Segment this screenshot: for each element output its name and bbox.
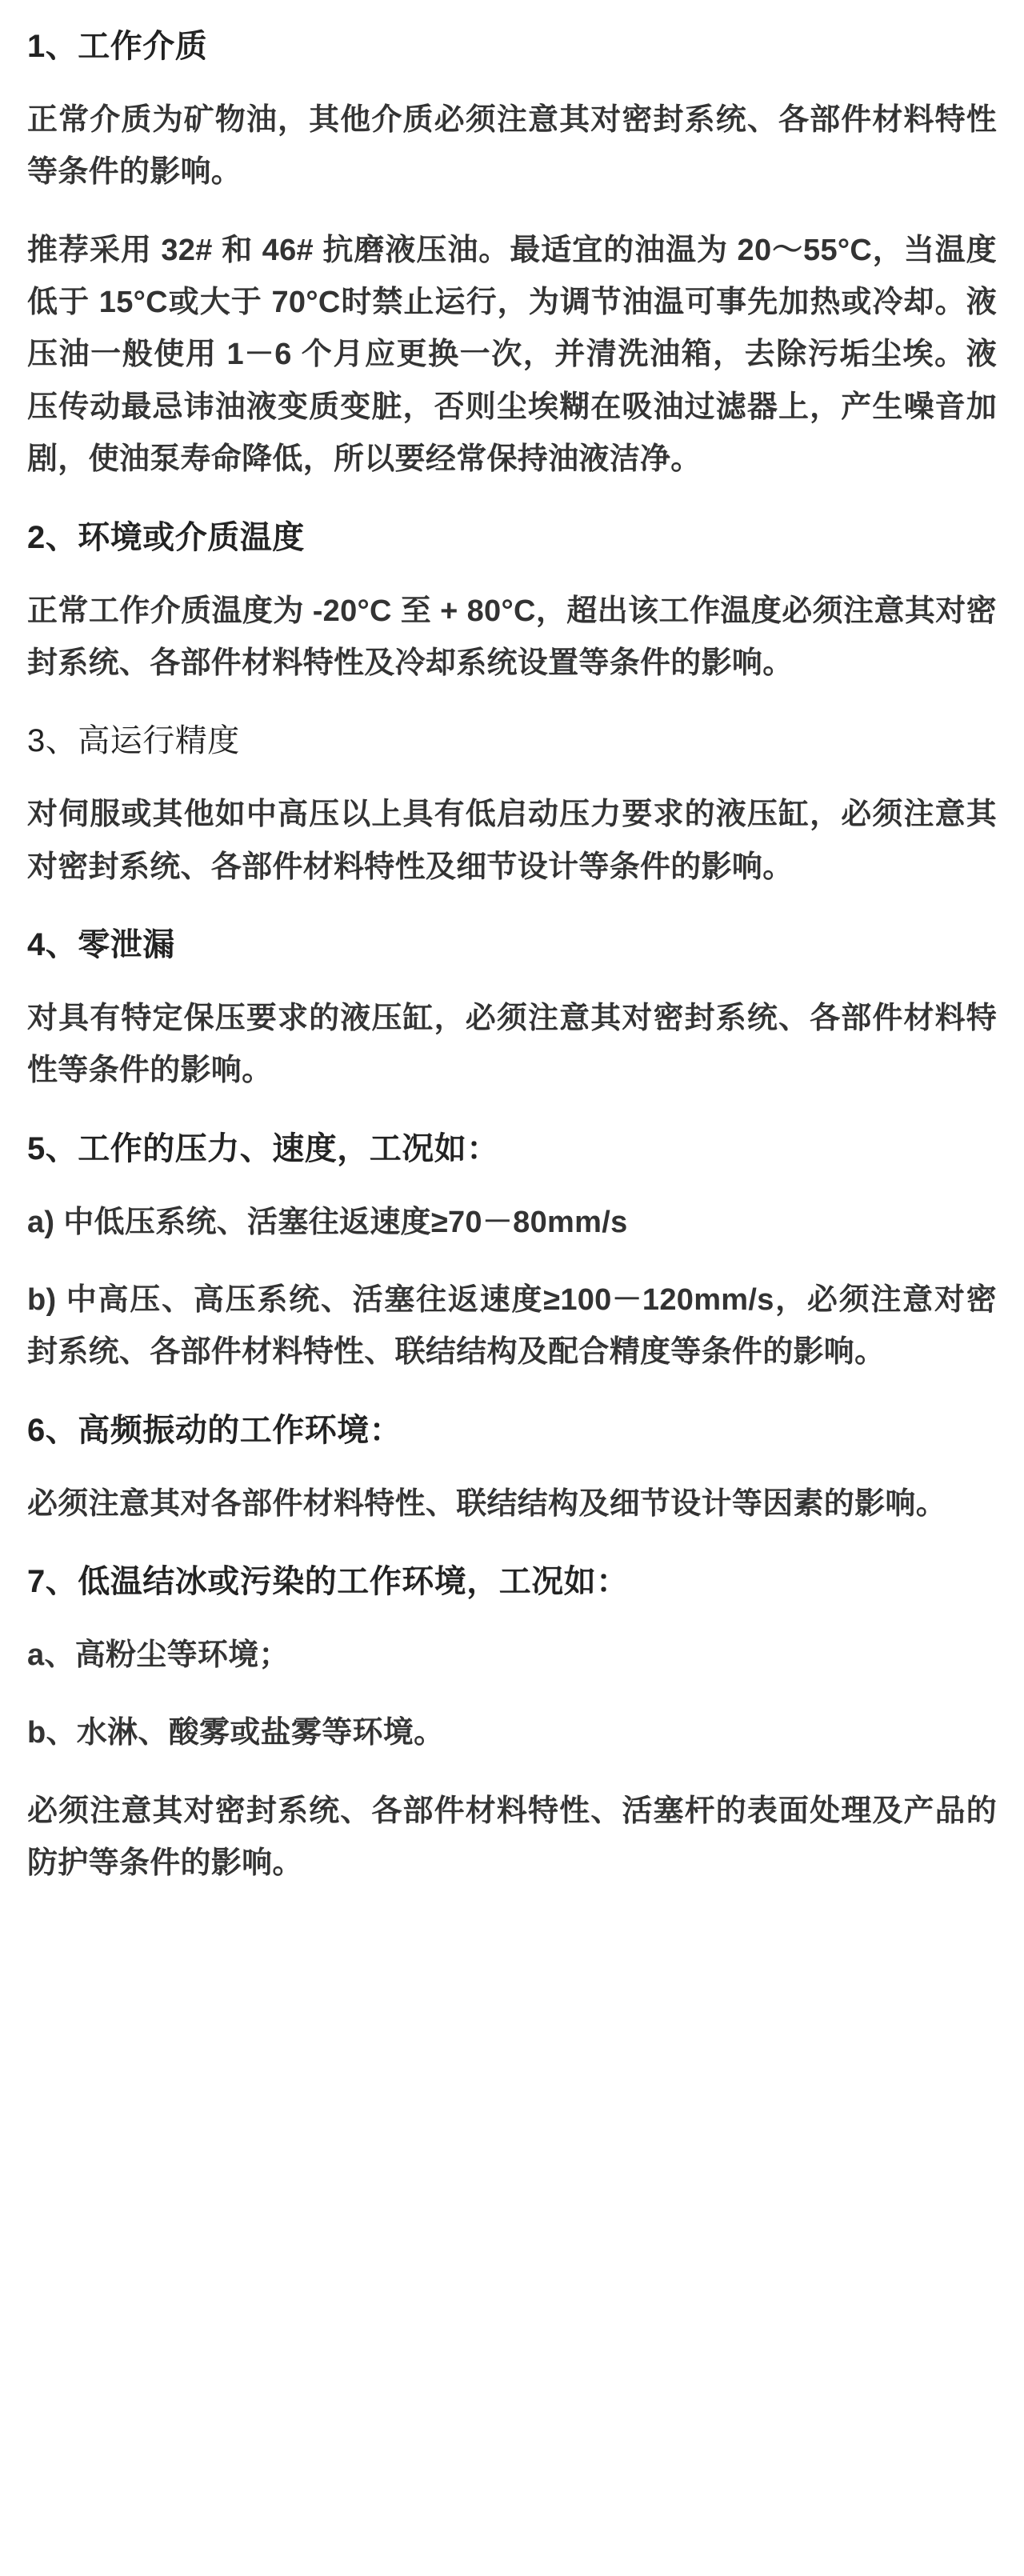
section-high-frequency-vibration	[27, 1406, 997, 1530]
section-heading: 2、环境或介质温度	[27, 519, 305, 555]
section-paragraph: 对具有特定保压要求的液压缸，必须注意其对密封系统、各部件材料特性等条件的影响。	[27, 1001, 997, 1088]
section-ambient-temperature	[27, 514, 997, 690]
section-heading: 3、高运行精度	[27, 723, 240, 759]
section-paragraph: 推荐采用 32# 和 46# 抗磨液压油。最适宜的油温为 20～55°C，当温度低于 15°C或大于 70°C时禁止运行，为调节油温可事先加热或冷却。液压油一般使用 1－6 个月应更换一次，并清洗油箱，去除污垢尘埃。液压传动最忌讳油液变质变脏，否则尘埃糊在吸油过滤器上，产生噪音加剧，使油泵寿命降低，所以要经常保持油液洁净。	[27, 233, 997, 477]
section-pressure-speed	[27, 1125, 997, 1379]
section-paragraph: 必须注意其对密封系统、各部件材料特性、活塞杆的表面处理及产品的防护等条件的影响。	[27, 1794, 997, 1881]
section-paragraph: 正常工作介质温度为 -20°C 至 + 80°C，超出该工作温度必须注意其对密封系统、各部件材料特性及冷却系统设置等条件的影响。	[27, 594, 997, 680]
section-paragraph: a) 中低压系统、活塞往返速度≥70－80mm/s	[27, 1205, 628, 1239]
section-paragraph: a、高粉尘等环境；	[27, 1638, 290, 1673]
section-heading: 5、工作的压力、速度，工况如：	[27, 1130, 499, 1166]
section-paragraph: b、水淋、酸雾或盐雾等环境。	[27, 1716, 445, 1750]
section-heading: 4、零泄漏	[27, 926, 175, 962]
section-heading: 7、低温结冰或污染的工作环境，工况如：	[27, 1564, 629, 1600]
section-paragraph: b) 中高压、高压系统、活塞往返速度≥100－120mm/s，必须注意对密封系统、各部件材料特性、联结结构及配合精度等条件的影响。	[27, 1283, 997, 1370]
section-high-precision	[27, 717, 997, 894]
section-heading: 1、工作介质	[27, 29, 208, 64]
section-paragraph: 必须注意其对各部件材料特性、联结结构及细节设计等因素的影响。	[27, 1486, 947, 1521]
section-heading: 6、高频振动的工作环境：	[27, 1412, 402, 1448]
section-work-medium	[27, 22, 997, 486]
section-zero-leakage	[27, 921, 997, 1098]
section-paragraph: 正常介质为矿物油，其他介质必须注意其对密封系统、各部件材料特性等条件的影响。	[27, 103, 997, 190]
section-paragraph: 对伺服或其他如中高压以上具有低启动压力要求的液压缸，必须注意其对密封系统、各部件材料特性及细节设计等条件的影响。	[27, 798, 997, 884]
section-low-temp-contamination	[27, 1558, 997, 1890]
